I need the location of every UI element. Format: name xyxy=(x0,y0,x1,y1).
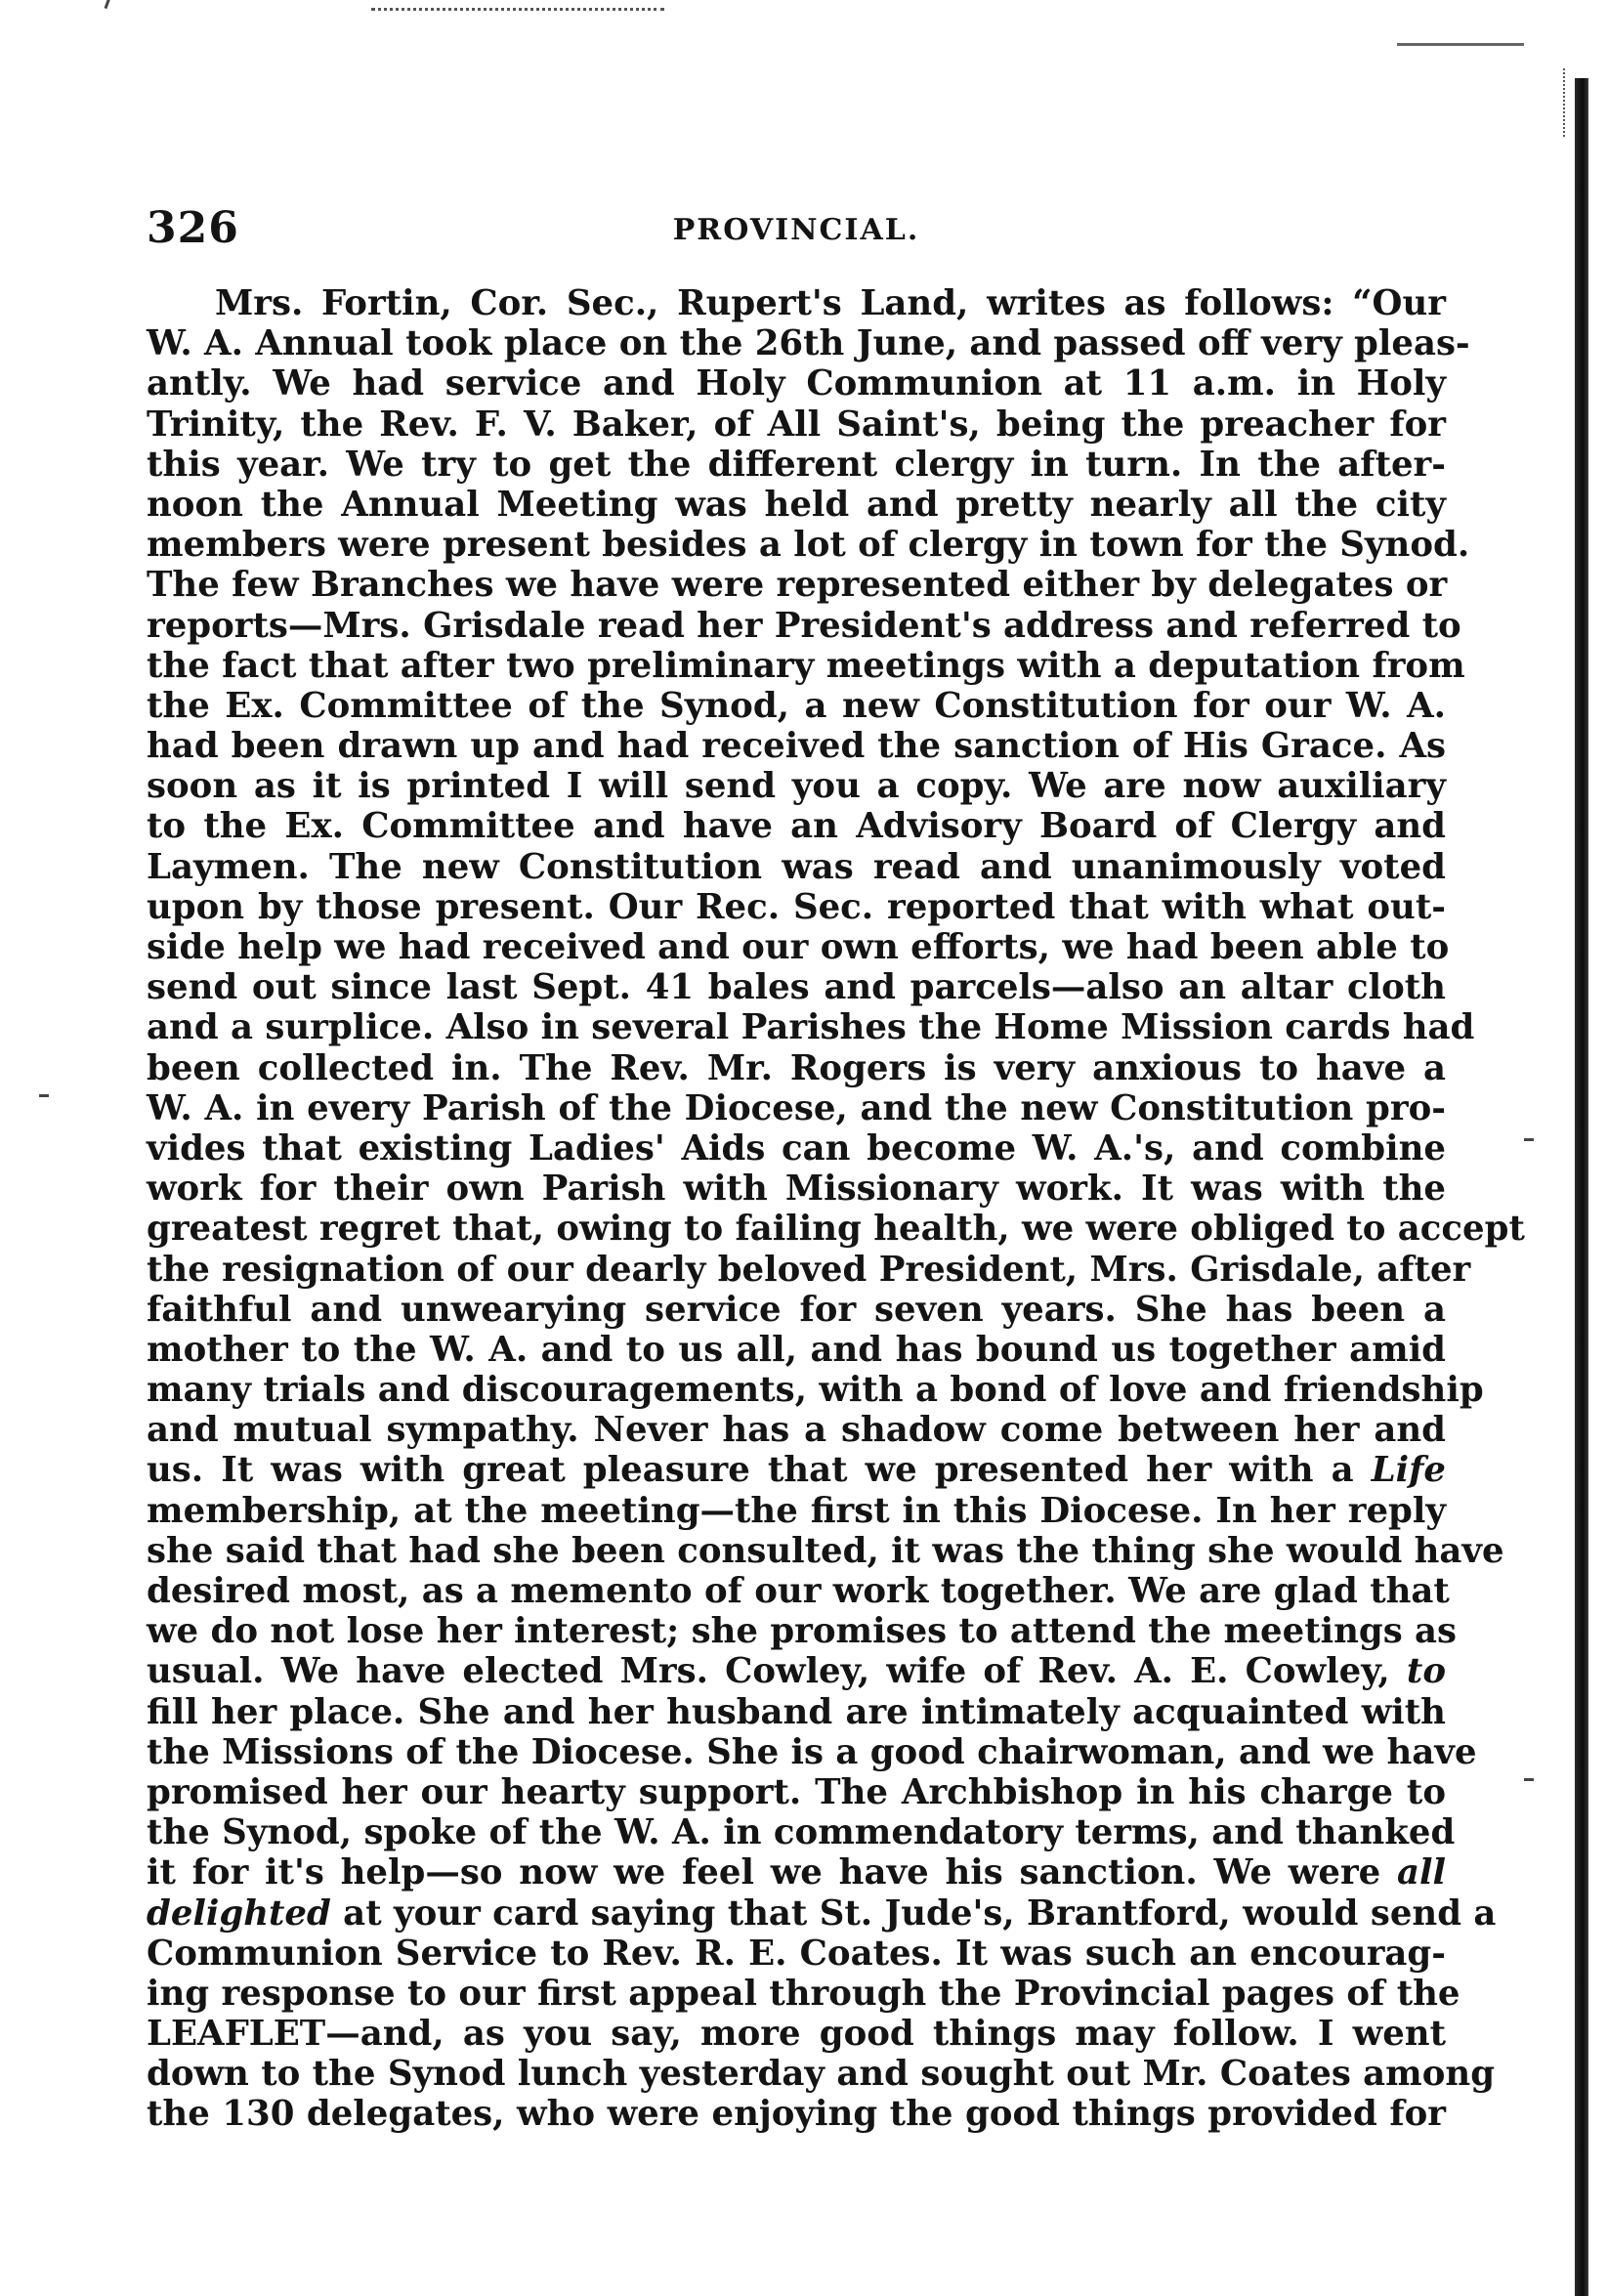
running-head: PROVINCIAL. xyxy=(672,213,920,247)
scan-artifact-tick xyxy=(1524,1778,1534,1781)
text-line: the Synod, spoke of the W. A. in commendatory terms, and thanked xyxy=(147,1812,1456,1853)
text-line: ing response to our first appeal through the Provincial pages of the xyxy=(147,1973,1460,2014)
text-line: Mrs. Fortin, Cor. Sec., Rupert's Land, writes as follows: “Our xyxy=(215,283,1446,323)
page-header xyxy=(147,203,1446,262)
scan-page-edge-shadow xyxy=(1575,78,1588,2296)
text-line: greatest regret that, owing to failing health, we were obliged to accept xyxy=(147,1209,1525,1250)
page-number: 326 xyxy=(147,203,239,253)
text-line: to the Ex. Committee and have an Advisory Board of Clergy and xyxy=(147,806,1446,847)
text-line: delighted at your card saying that St. Jude's, Brantford, would send a xyxy=(147,1892,1497,1934)
text-line: this year. We try to get the different clergy in turn. In the after- xyxy=(147,444,1446,485)
text-line: usual. We have elected Mrs. Cowley, wife of Rev. A. E. Cowley, to xyxy=(147,1651,1446,1692)
scan-artifact-top-right-line xyxy=(1397,43,1524,46)
scan-artifact-mark xyxy=(105,0,116,11)
text-line: Laymen. The new Constitution was read and unanimously voted xyxy=(147,846,1446,887)
text-line: the 130 delegates, who were enjoying the good things provided for xyxy=(147,2094,1446,2135)
text-line: down to the Synod lunch yesterday and sought out Mr. Coates among xyxy=(147,2054,1496,2095)
text-line: and mutual sympathy. Never has a shadow come between her and xyxy=(147,1410,1446,1451)
scan-artifact-tick xyxy=(1524,1138,1534,1141)
text-line: we do not lose her interest; she promises to attend the meetings as xyxy=(147,1611,1458,1652)
text-line: W. A. Annual took place on the 26th June, and passed off very pleas- xyxy=(147,323,1470,364)
text-line: desired most, as a memento of our work together. We are glad that xyxy=(147,1571,1450,1611)
text-line: faithful and unwearying service for seven years. She has been a xyxy=(147,1289,1446,1330)
text-line: the Missions of the Diocese. She is a good chairwoman, and we have xyxy=(147,1731,1477,1772)
text-line: soon as it is printed I will send you a copy. We are now auxiliary xyxy=(147,766,1446,807)
text-line: work for their own Parish with Missionary work. It was with the xyxy=(147,1169,1446,1210)
text-line: promised her our hearty support. The Archbishop in his charge to xyxy=(147,1771,1446,1812)
text-line: she said that had she been consulted, it was the thing she would have xyxy=(147,1530,1504,1571)
text-line: noon the Annual Meeting was held and pretty nearly all the city xyxy=(147,484,1446,525)
text-line: Trinity, the Rev. F. V. Baker, of All Saint's, being the preacher for xyxy=(147,404,1446,445)
text-line: the resignation of our dearly beloved President, Mrs. Grisdale, after xyxy=(147,1249,1471,1290)
text-line: been collected in. The Rev. Mr. Rogers is very anxious to have a xyxy=(147,1047,1446,1088)
scan-artifact-edge-dots xyxy=(1563,68,1575,137)
text-line: W. A. in every Parish of the Diocese, and the new Constitution pro- xyxy=(147,1087,1446,1128)
text-line: fill her place. She and her husband are intimately acquainted with xyxy=(147,1691,1446,1732)
scan-artifact-tick xyxy=(39,1094,49,1097)
text-line: many trials and discouragements, with a bond of love and friendship xyxy=(147,1370,1484,1411)
text-line: side help we had received and our own efforts, we had been able to xyxy=(147,927,1450,967)
text-line: reports—Mrs. Grisdale read her President's address and referred to xyxy=(147,605,1461,646)
text-line: it for it's help—so now we feel we have his sanction. We were all xyxy=(147,1852,1446,1893)
body-text xyxy=(147,283,1525,2135)
text-line: The few Branches we have were represented either by delegates or xyxy=(147,565,1448,606)
text-line: upon by those present. Our Rec. Sec. reported that with what out- xyxy=(147,886,1446,927)
text-line: us. It was with great pleasure that we presented her with a Life xyxy=(147,1450,1446,1491)
scan-artifact-top-dots xyxy=(371,8,664,17)
text-line: antly. We had service and Holy Communion at 11 a.m. in Holy xyxy=(147,363,1446,404)
text-line: the Ex. Committee of the Synod, a new Constitution for our W. A. xyxy=(147,685,1446,726)
text-line: had been drawn up and had received the sanction of His Grace. As xyxy=(147,726,1446,767)
text-line: LEAFLET—and, as you say, more good things may follow. I went xyxy=(147,2014,1446,2055)
text-line: membership, at the meeting—the first in this Diocese. In her reply xyxy=(147,1490,1446,1531)
text-line: mother to the W. A. and to us all, and has bound us together amid xyxy=(147,1329,1446,1370)
text-line: the fact that after two preliminary meetings with a deputation from xyxy=(147,645,1465,686)
text-line: send out since last Sept. 41 bales and parcels—also an altar cloth xyxy=(147,967,1446,1008)
text-line: and a surplice. Also in several Parishes the Home Mission cards had xyxy=(147,1007,1475,1048)
text-line: vides that existing Ladies' Aids can become W. A.'s, and combine xyxy=(147,1127,1446,1169)
text-line: Communion Service to Rev. R. E. Coates. It was such an encourag- xyxy=(147,1933,1446,1974)
text-line: members were present besides a lot of clergy in town for the Synod. xyxy=(147,525,1470,566)
